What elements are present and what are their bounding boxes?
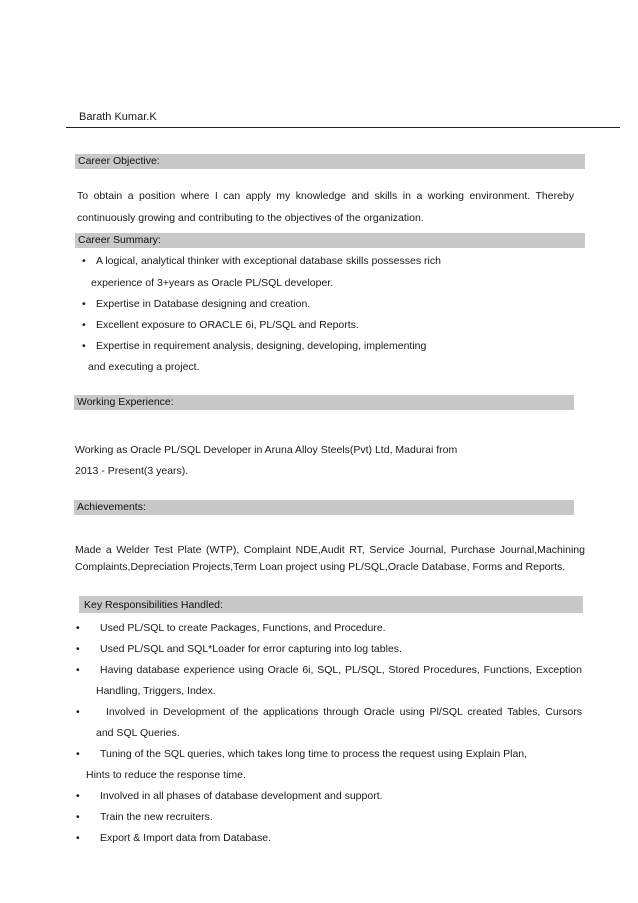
responsibility-item-text: Train the new recruiters.	[100, 811, 213, 823]
summary-item-continuation: experience of 3+years as Oracle PL/SQL developer.	[91, 277, 334, 289]
bullet-icon: •	[76, 706, 80, 718]
responsibility-item	[76, 790, 383, 802]
bullet-icon: •	[76, 832, 80, 844]
bullet-icon: •	[82, 255, 86, 267]
summary-item-text: Expertise in requirement analysis, designing, developing, implementing	[96, 340, 427, 352]
career-objective-line-2: continuously growing and contributing to the objectives of the organization.	[77, 212, 424, 224]
responsibility-item	[76, 622, 386, 634]
responsibility-item	[76, 706, 582, 718]
responsibility-item-text: Involved in Development of the applications through Oracle using Pl/SQL created Tables, Cursors	[106, 706, 582, 718]
summary-item-text: A logical, analytical thinker with exceptional database skills possesses rich	[96, 255, 441, 267]
responsibility-item-text: Having database experience using Oracle 6i, SQL, PL/SQL, Stored Procedures, Functions, Exception	[100, 664, 582, 676]
header-rule	[66, 127, 620, 128]
responsibility-item	[76, 748, 527, 760]
bullet-icon: •	[82, 298, 86, 310]
summary-item	[82, 255, 441, 267]
responsibility-item-continuation: and SQL Queries.	[96, 727, 180, 739]
bullet-icon: •	[76, 622, 80, 634]
summary-item-text: Excellent exposure to ORACLE 6i, PL/SQL and Reports.	[96, 319, 359, 331]
bullet-icon: •	[76, 643, 80, 655]
responsibility-item-text: Used PL/SQL to create Packages, Functions, and Procedure.	[100, 622, 386, 634]
responsibility-item	[76, 811, 213, 823]
summary-item	[82, 319, 359, 331]
section-heading-label: Working Experience:	[77, 396, 174, 408]
bullet-icon: •	[76, 811, 80, 823]
section-heading-label: Achievements:	[77, 501, 146, 513]
bullet-icon: •	[82, 340, 86, 352]
section-heading-label: Career Objective:	[78, 155, 160, 167]
summary-item-text: Expertise in Database designing and creation.	[96, 298, 311, 310]
summary-item	[82, 340, 426, 352]
responsibility-item-continuation: Handling, Triggers, Index.	[96, 685, 216, 697]
section-heading-career-objective	[75, 154, 585, 169]
responsibility-item	[76, 832, 271, 844]
section-heading-label: Key Responsibilities Handled:	[84, 599, 223, 611]
bullet-icon: •	[76, 664, 80, 676]
responsibility-item-continuation: Hints to reduce the response time.	[86, 769, 246, 781]
section-heading-working-experience	[74, 395, 574, 410]
bullet-icon: •	[82, 319, 86, 331]
section-heading-achievements	[74, 500, 574, 515]
section-heading-career-summary	[75, 233, 585, 248]
bullet-icon: •	[76, 748, 80, 760]
career-objective-line-1: To obtain a position where I can apply my knowledge and skills in a working environment. Thereby	[77, 190, 574, 202]
summary-item	[82, 298, 310, 310]
achievements-line-1: Made a Welder Test Plate (WTP), Complaint NDE,Audit RT, Service Journal, Purchase Journal,Machining	[75, 544, 585, 556]
responsibility-item-text: Export & Import data from Database.	[100, 832, 271, 844]
candidate-name: Barath Kumar.K	[79, 111, 157, 123]
section-heading-key-responsibilities	[79, 596, 583, 613]
responsibility-item-text: Used PL/SQL and SQL*Loader for error capturing into log tables.	[100, 643, 402, 655]
summary-item-continuation: and executing a project.	[88, 361, 200, 373]
bullet-icon: •	[76, 790, 80, 802]
working-experience-line-2: 2013 - Present(3 years).	[75, 465, 189, 477]
responsibility-item-text: Tuning of the SQL queries, which takes long time to process the request using Explain Plan,	[100, 748, 528, 760]
achievements-line-2: Complaints,Depreciation Projects,Term Loan project using PL/SQL,Oracle Database, Forms and Reports.	[75, 561, 566, 573]
responsibility-item	[76, 643, 402, 655]
section-heading-label: Career Summary:	[78, 234, 161, 246]
responsibility-item-text: Involved in all phases of database development and support.	[100, 790, 383, 802]
responsibility-item	[76, 664, 582, 676]
working-experience-line-1: Working as Oracle PL/SQL Developer in Aruna Alloy Steels(Pvt) Ltd, Madurai from	[75, 444, 458, 456]
